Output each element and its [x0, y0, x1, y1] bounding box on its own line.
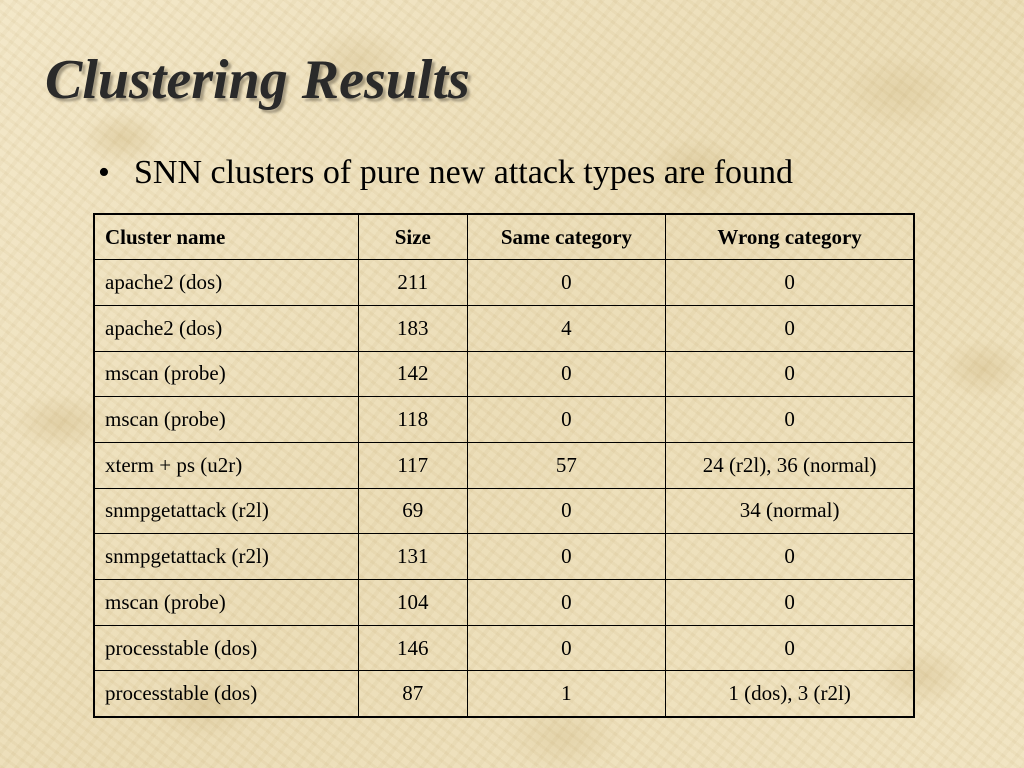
- header-wrong-category: Wrong category: [666, 214, 914, 260]
- table-row: [94, 671, 914, 717]
- cell-size: 69: [358, 488, 467, 534]
- header-size: Size: [358, 214, 467, 260]
- cell-wrong-category: 0: [666, 534, 914, 580]
- cell-wrong-category: 34 (normal): [666, 488, 914, 534]
- slide-title: Clustering Results: [45, 49, 470, 111]
- table-row: [94, 397, 914, 443]
- cell-cluster-name: apache2 (dos): [94, 305, 358, 351]
- bullet-icon: •: [98, 154, 110, 191]
- header-same-category: Same category: [467, 214, 666, 260]
- cell-size: 142: [358, 351, 467, 397]
- cell-size: 211: [358, 260, 467, 306]
- table-header-row: [94, 214, 914, 260]
- cell-size: 146: [358, 625, 467, 671]
- cell-size: 117: [358, 442, 467, 488]
- clustering-results-table: [93, 213, 915, 718]
- cell-cluster-name: mscan (probe): [94, 351, 358, 397]
- cell-wrong-category: 0: [666, 397, 914, 443]
- cell-cluster-name: processtable (dos): [94, 671, 358, 717]
- cell-same-category: 0: [467, 397, 666, 443]
- cell-same-category: 4: [467, 305, 666, 351]
- cell-cluster-name: processtable (dos): [94, 625, 358, 671]
- table-row: [94, 442, 914, 488]
- table-row: [94, 488, 914, 534]
- cell-cluster-name: snmpgetattack (r2l): [94, 488, 358, 534]
- cell-size: 104: [358, 580, 467, 626]
- cell-same-category: 0: [467, 625, 666, 671]
- header-cluster-name: Cluster name: [94, 214, 358, 260]
- cell-same-category: 1: [467, 671, 666, 717]
- cell-cluster-name: snmpgetattack (r2l): [94, 534, 358, 580]
- cell-wrong-category: 0: [666, 260, 914, 306]
- table-row: [94, 580, 914, 626]
- cell-wrong-category: 24 (r2l), 36 (normal): [666, 442, 914, 488]
- cell-size: 183: [358, 305, 467, 351]
- cell-same-category: 0: [467, 488, 666, 534]
- cell-cluster-name: xterm + ps (u2r): [94, 442, 358, 488]
- cell-cluster-name: apache2 (dos): [94, 260, 358, 306]
- cell-same-category: 0: [467, 580, 666, 626]
- table-row: [94, 625, 914, 671]
- cell-same-category: 57: [467, 442, 666, 488]
- cell-wrong-category: 0: [666, 305, 914, 351]
- table-row: [94, 351, 914, 397]
- table-row: [94, 305, 914, 351]
- cell-wrong-category: 0: [666, 351, 914, 397]
- table-row: [94, 260, 914, 306]
- cell-cluster-name: mscan (probe): [94, 397, 358, 443]
- cell-size: 131: [358, 534, 467, 580]
- cell-wrong-category: 0: [666, 625, 914, 671]
- cell-same-category: 0: [467, 351, 666, 397]
- bullet-text: SNN clusters of pure new attack types are found: [134, 154, 794, 191]
- cell-cluster-name: mscan (probe): [94, 580, 358, 626]
- cell-same-category: 0: [467, 534, 666, 580]
- cell-same-category: 0: [467, 260, 666, 306]
- cell-wrong-category: 1 (dos), 3 (r2l): [666, 671, 914, 717]
- cell-wrong-category: 0: [666, 580, 914, 626]
- cell-size: 87: [358, 671, 467, 717]
- bullet-point: [98, 156, 793, 190]
- cell-size: 118: [358, 397, 467, 443]
- table-row: [94, 534, 914, 580]
